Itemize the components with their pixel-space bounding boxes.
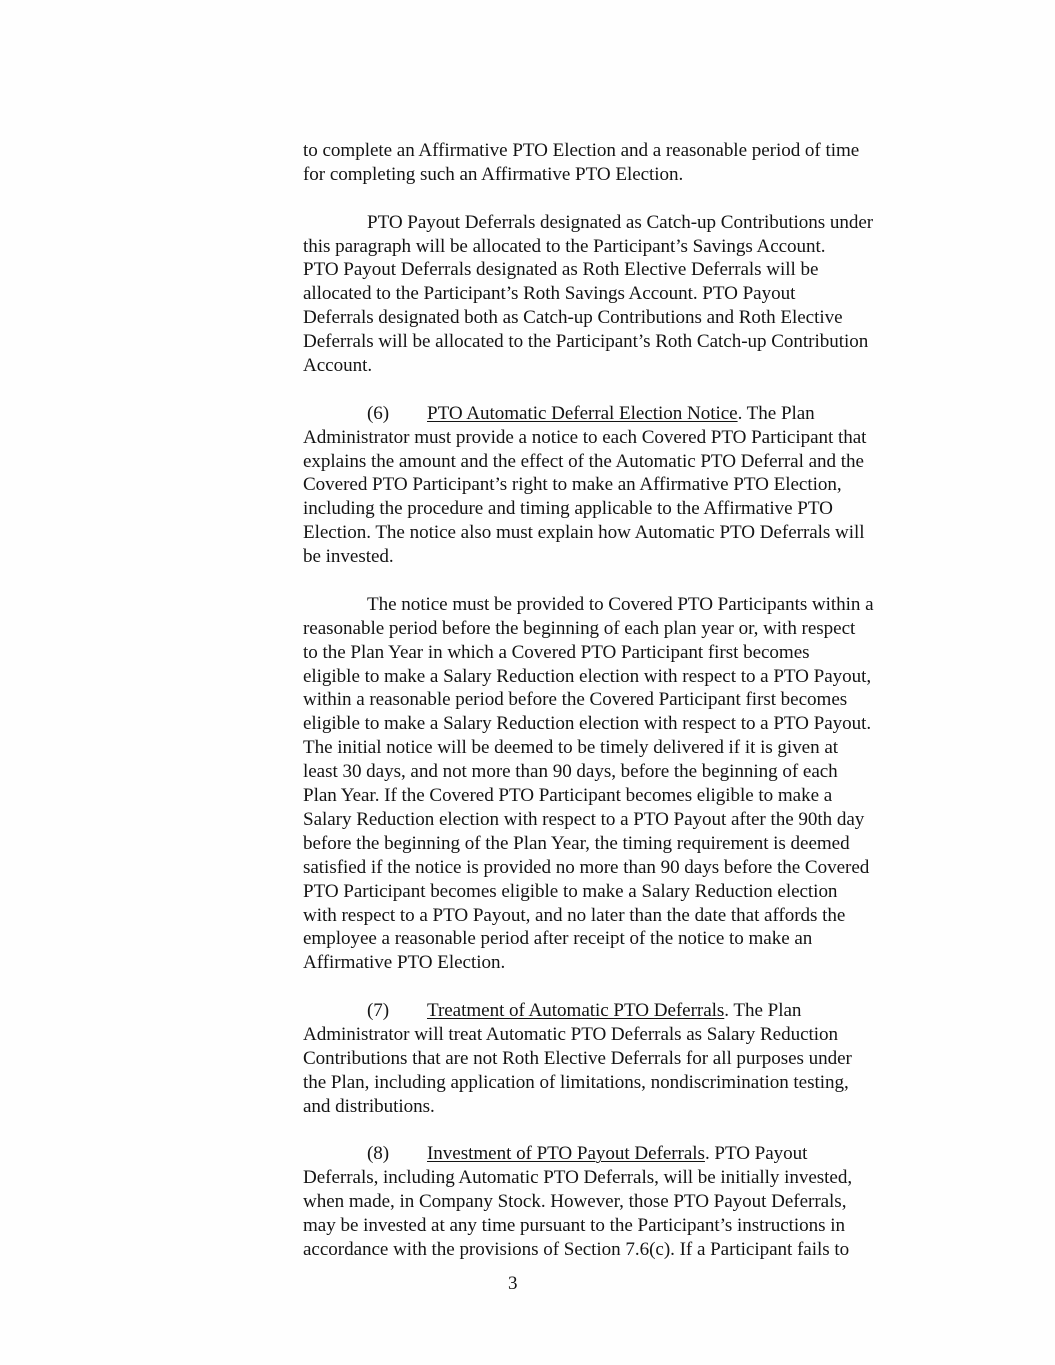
text-line: may be invested at any time pursuant to the Participant’s instructions in: [303, 1215, 846, 1237]
section-number: (6): [367, 402, 390, 424]
text-line: Affirmative PTO Election.: [303, 952, 506, 974]
paragraph-gap: [303, 975, 925, 999]
section-6-first-line: [303, 402, 925, 426]
section-8-first-line: [303, 1142, 925, 1166]
text-line: to complete an Affirmative PTO Election and a reasonable period of time: [303, 140, 860, 161]
text-line: for completing such an Affirmative PTO Election.: [303, 163, 684, 185]
section-7-first-line: [303, 999, 925, 1023]
text-line: Deferrals, including Automatic PTO Deferrals, will be initially invested,: [303, 1167, 853, 1189]
text-line: allocated to the Participant’s Roth Savings Account. PTO Payout: [303, 283, 796, 305]
section-heading: PTO Automatic Deferral Election Notice: [427, 402, 738, 424]
text-line: Plan Year. If the Covered PTO Participant becomes eligible to make a: [303, 785, 833, 807]
text-line: Contributions that are not Roth Elective Deferrals for all purposes under: [303, 1047, 852, 1069]
document-body: [303, 139, 925, 1262]
paragraph-gap: [303, 1119, 925, 1143]
text-line: this paragraph will be allocated to the Participant’s Savings Account.: [303, 235, 826, 257]
text-line: before the beginning of the Plan Year, the timing requirement is deemed: [303, 832, 850, 854]
text-line: Covered PTO Participant’s right to make an Affirmative PTO Election,: [303, 474, 842, 496]
section-heading: Investment of PTO Payout Deferrals: [427, 1143, 705, 1165]
text-line: eligible to make a Salary Reduction election with respect to a PTO Payout,: [303, 665, 872, 687]
text-line: PTO Participant becomes eligible to make a Salary Reduction election: [303, 880, 838, 902]
text-line: Deferrals designated both as Catch-up Contributions and Roth Elective: [303, 307, 843, 329]
text-line: explains the amount and the effect of the Automatic PTO Deferral and the: [303, 450, 864, 472]
text-line: including the procedure and timing applicable to the Affirmative PTO: [303, 498, 833, 520]
text-line: least 30 days, and not more than 90 days, before the beginning of each: [303, 761, 838, 783]
paragraph-gap: [303, 187, 925, 211]
text-fragment: . The Plan: [724, 1000, 802, 1022]
text-line: when made, in Company Stock. However, those PTO Payout Deferrals,: [303, 1191, 847, 1213]
text-line: Deferrals will be allocated to the Participant’s Roth Catch-up Contribution: [303, 331, 869, 353]
text-line: accordance with the provisions of Section 7.6(c). If a Participant fails to: [303, 1238, 850, 1260]
text-line: satisfied if the notice is provided no more than 90 days before the Covered: [303, 856, 870, 878]
text-line: be invested.: [303, 546, 394, 568]
paragraph-gap: [303, 569, 925, 593]
text-line: PTO Payout Deferrals designated as Catch-up Contributions under: [367, 211, 874, 233]
text-fragment: . PTO Payout: [704, 1143, 808, 1165]
text-line: Administrator will treat Automatic PTO Deferrals as Salary Reduction: [303, 1023, 838, 1045]
text-line: Administrator must provide a notice to each Covered PTO Participant that: [303, 426, 867, 448]
text-line: Election. The notice also must explain how Automatic PTO Deferrals will: [303, 522, 865, 544]
page-number: 3: [508, 1273, 518, 1294]
text-line: with respect to a PTO Payout, and no later than the date that affords the: [303, 904, 846, 926]
text-line: Account.: [303, 355, 373, 377]
text-line: the Plan, including application of limitations, nondiscrimination testing,: [303, 1071, 849, 1093]
section-heading: Treatment of Automatic PTO Deferrals: [427, 1000, 725, 1022]
text-line: The initial notice will be deemed to be timely delivered if it is given at: [303, 737, 839, 759]
text-line: within a reasonable period before the Covered Participant first becomes: [303, 689, 848, 711]
text-line: eligible to make a Salary Reduction election with respect to a PTO Payout.: [303, 713, 872, 735]
section-number: (7): [367, 1000, 390, 1022]
paragraph-gap: [303, 378, 925, 402]
text-line: The notice must be provided to Covered PTO Participants within a: [367, 593, 874, 615]
text-line: and distributions.: [303, 1095, 435, 1117]
text-line: Salary Reduction election with respect to a PTO Payout after the 90th day: [303, 808, 865, 830]
text-line: PTO Payout Deferrals designated as Roth Elective Deferrals will be: [303, 259, 819, 281]
text-line: employee a reasonable period after receipt of the notice to make an: [303, 928, 813, 950]
text-line: to the Plan Year in which a Covered PTO Participant first becomes: [303, 641, 810, 663]
text-fragment: . The Plan: [737, 402, 815, 424]
text-line: reasonable period before the beginning of each plan year or, with respect: [303, 617, 856, 639]
section-number: (8): [367, 1143, 390, 1165]
